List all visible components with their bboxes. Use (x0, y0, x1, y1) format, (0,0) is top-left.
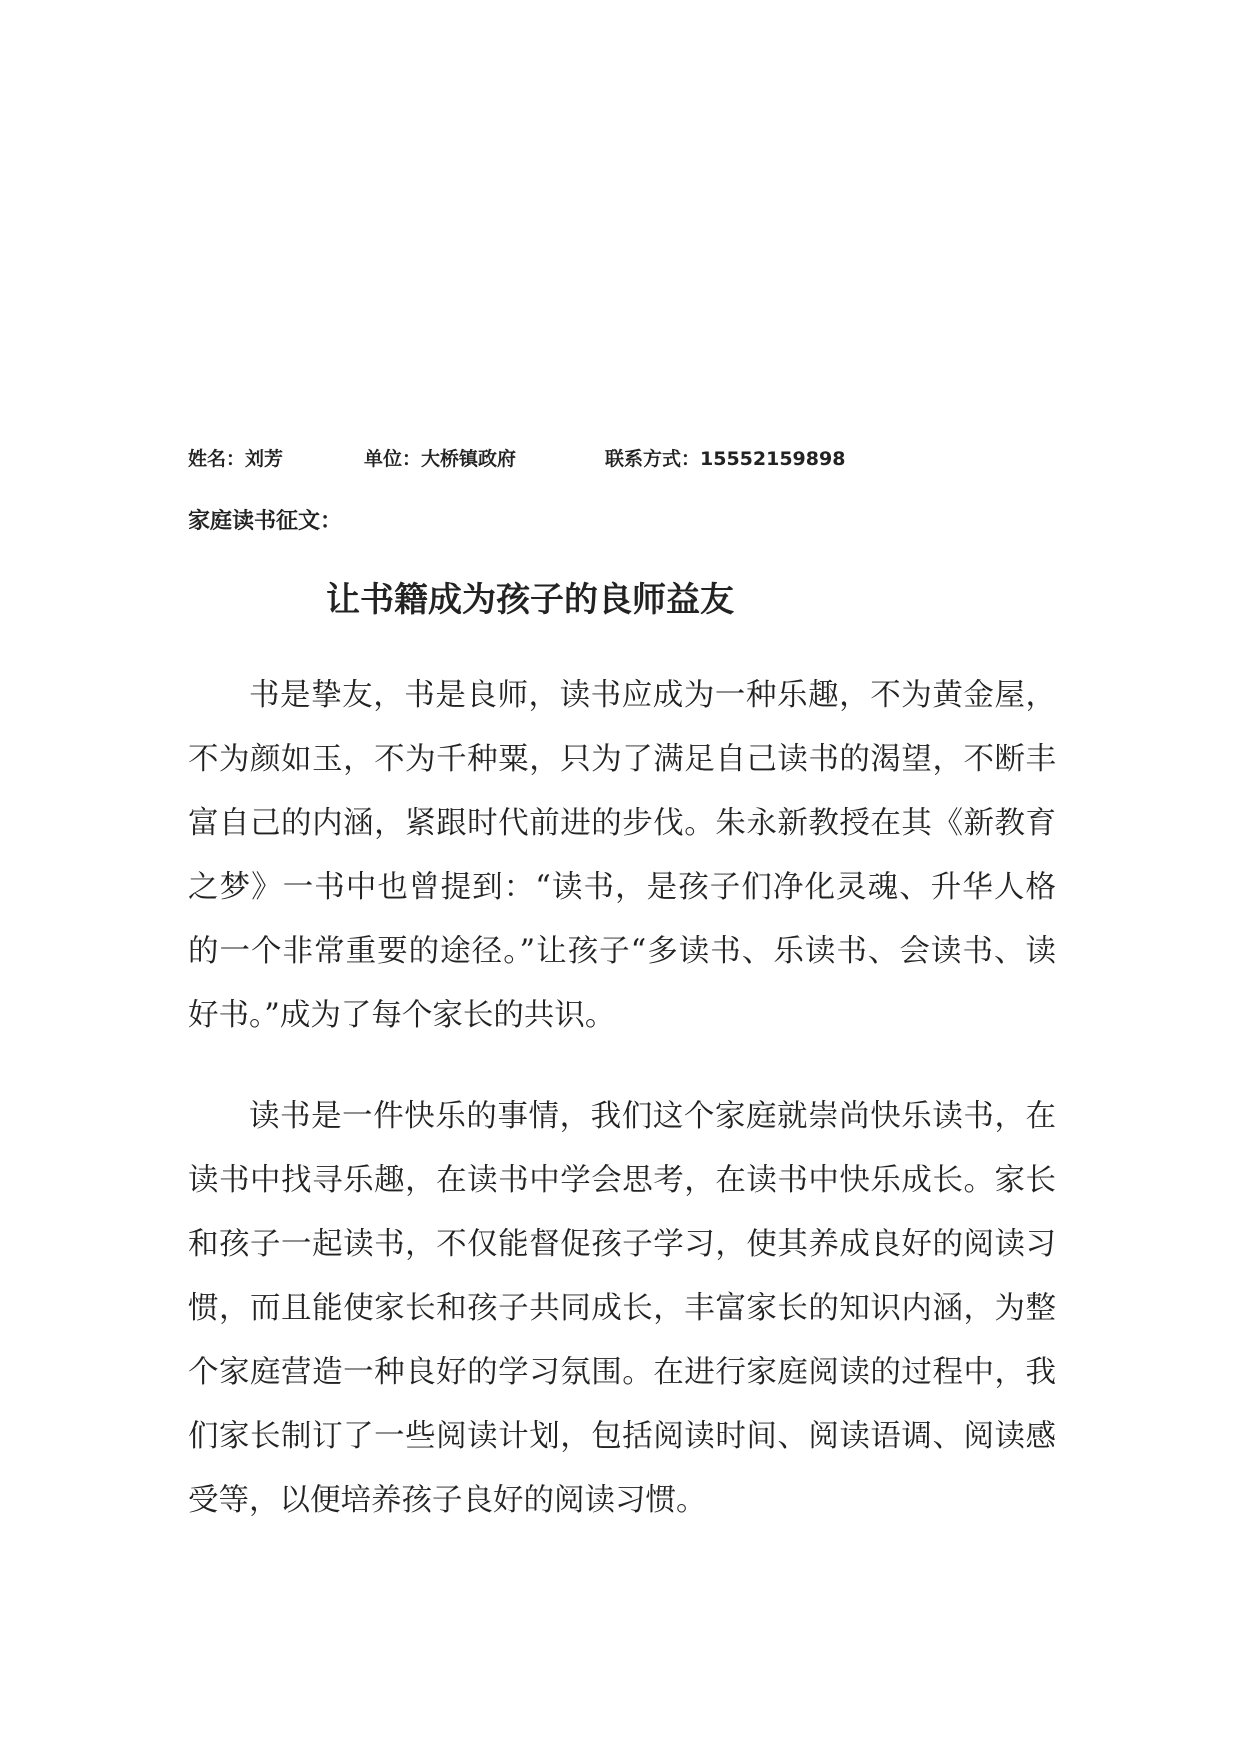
essay-title: 让书籍成为孩子的良师益友 (326, 580, 734, 620)
author-unit: 单位：大桥镇政府 (364, 448, 517, 470)
author-name: 姓名：刘芳 (188, 448, 284, 470)
body-paragraph-1: 书是挚友，书是良师，读书应成为一种乐趣，不为黄金屋，不为颜如玉，不为千种粟，只为了满足自己读书的渴望，不断丰富自己的内涵，紧跟时代前进的步伐。朱永新教授在其《新教育之梦》一书中也曾提到：“读书，是孩子们净化灵魂、升华人格的一个非常重要的途径。”让孩子“多读书、乐读书、会读书、读好书。”成为了每个家长的共识。 (188, 678, 1056, 1033)
essay-category-label: 家庭读书征文： (188, 509, 343, 534)
author-contact: 联系方式：15552159898 (605, 448, 846, 470)
body-paragraph-2: 读书是一件快乐的事情，我们这个家庭就崇尚快乐读书，在读书中找寻乐趣，在读书中学会思考，在读书中快乐成长。家长和孩子一起读书，不仅能督促孩子学习，使其养成良好的阅读习惯，而且能使家长和孩子共同成长，丰富家长的知识内涵，为整个家庭营造一种良好的学习氛围。在进行家庭阅读的过程中，我们家长制订了一些阅读计划，包括阅读时间、阅读语调、阅读感受等，以便培养孩子良好的阅读习惯。 (188, 1099, 1056, 1518)
